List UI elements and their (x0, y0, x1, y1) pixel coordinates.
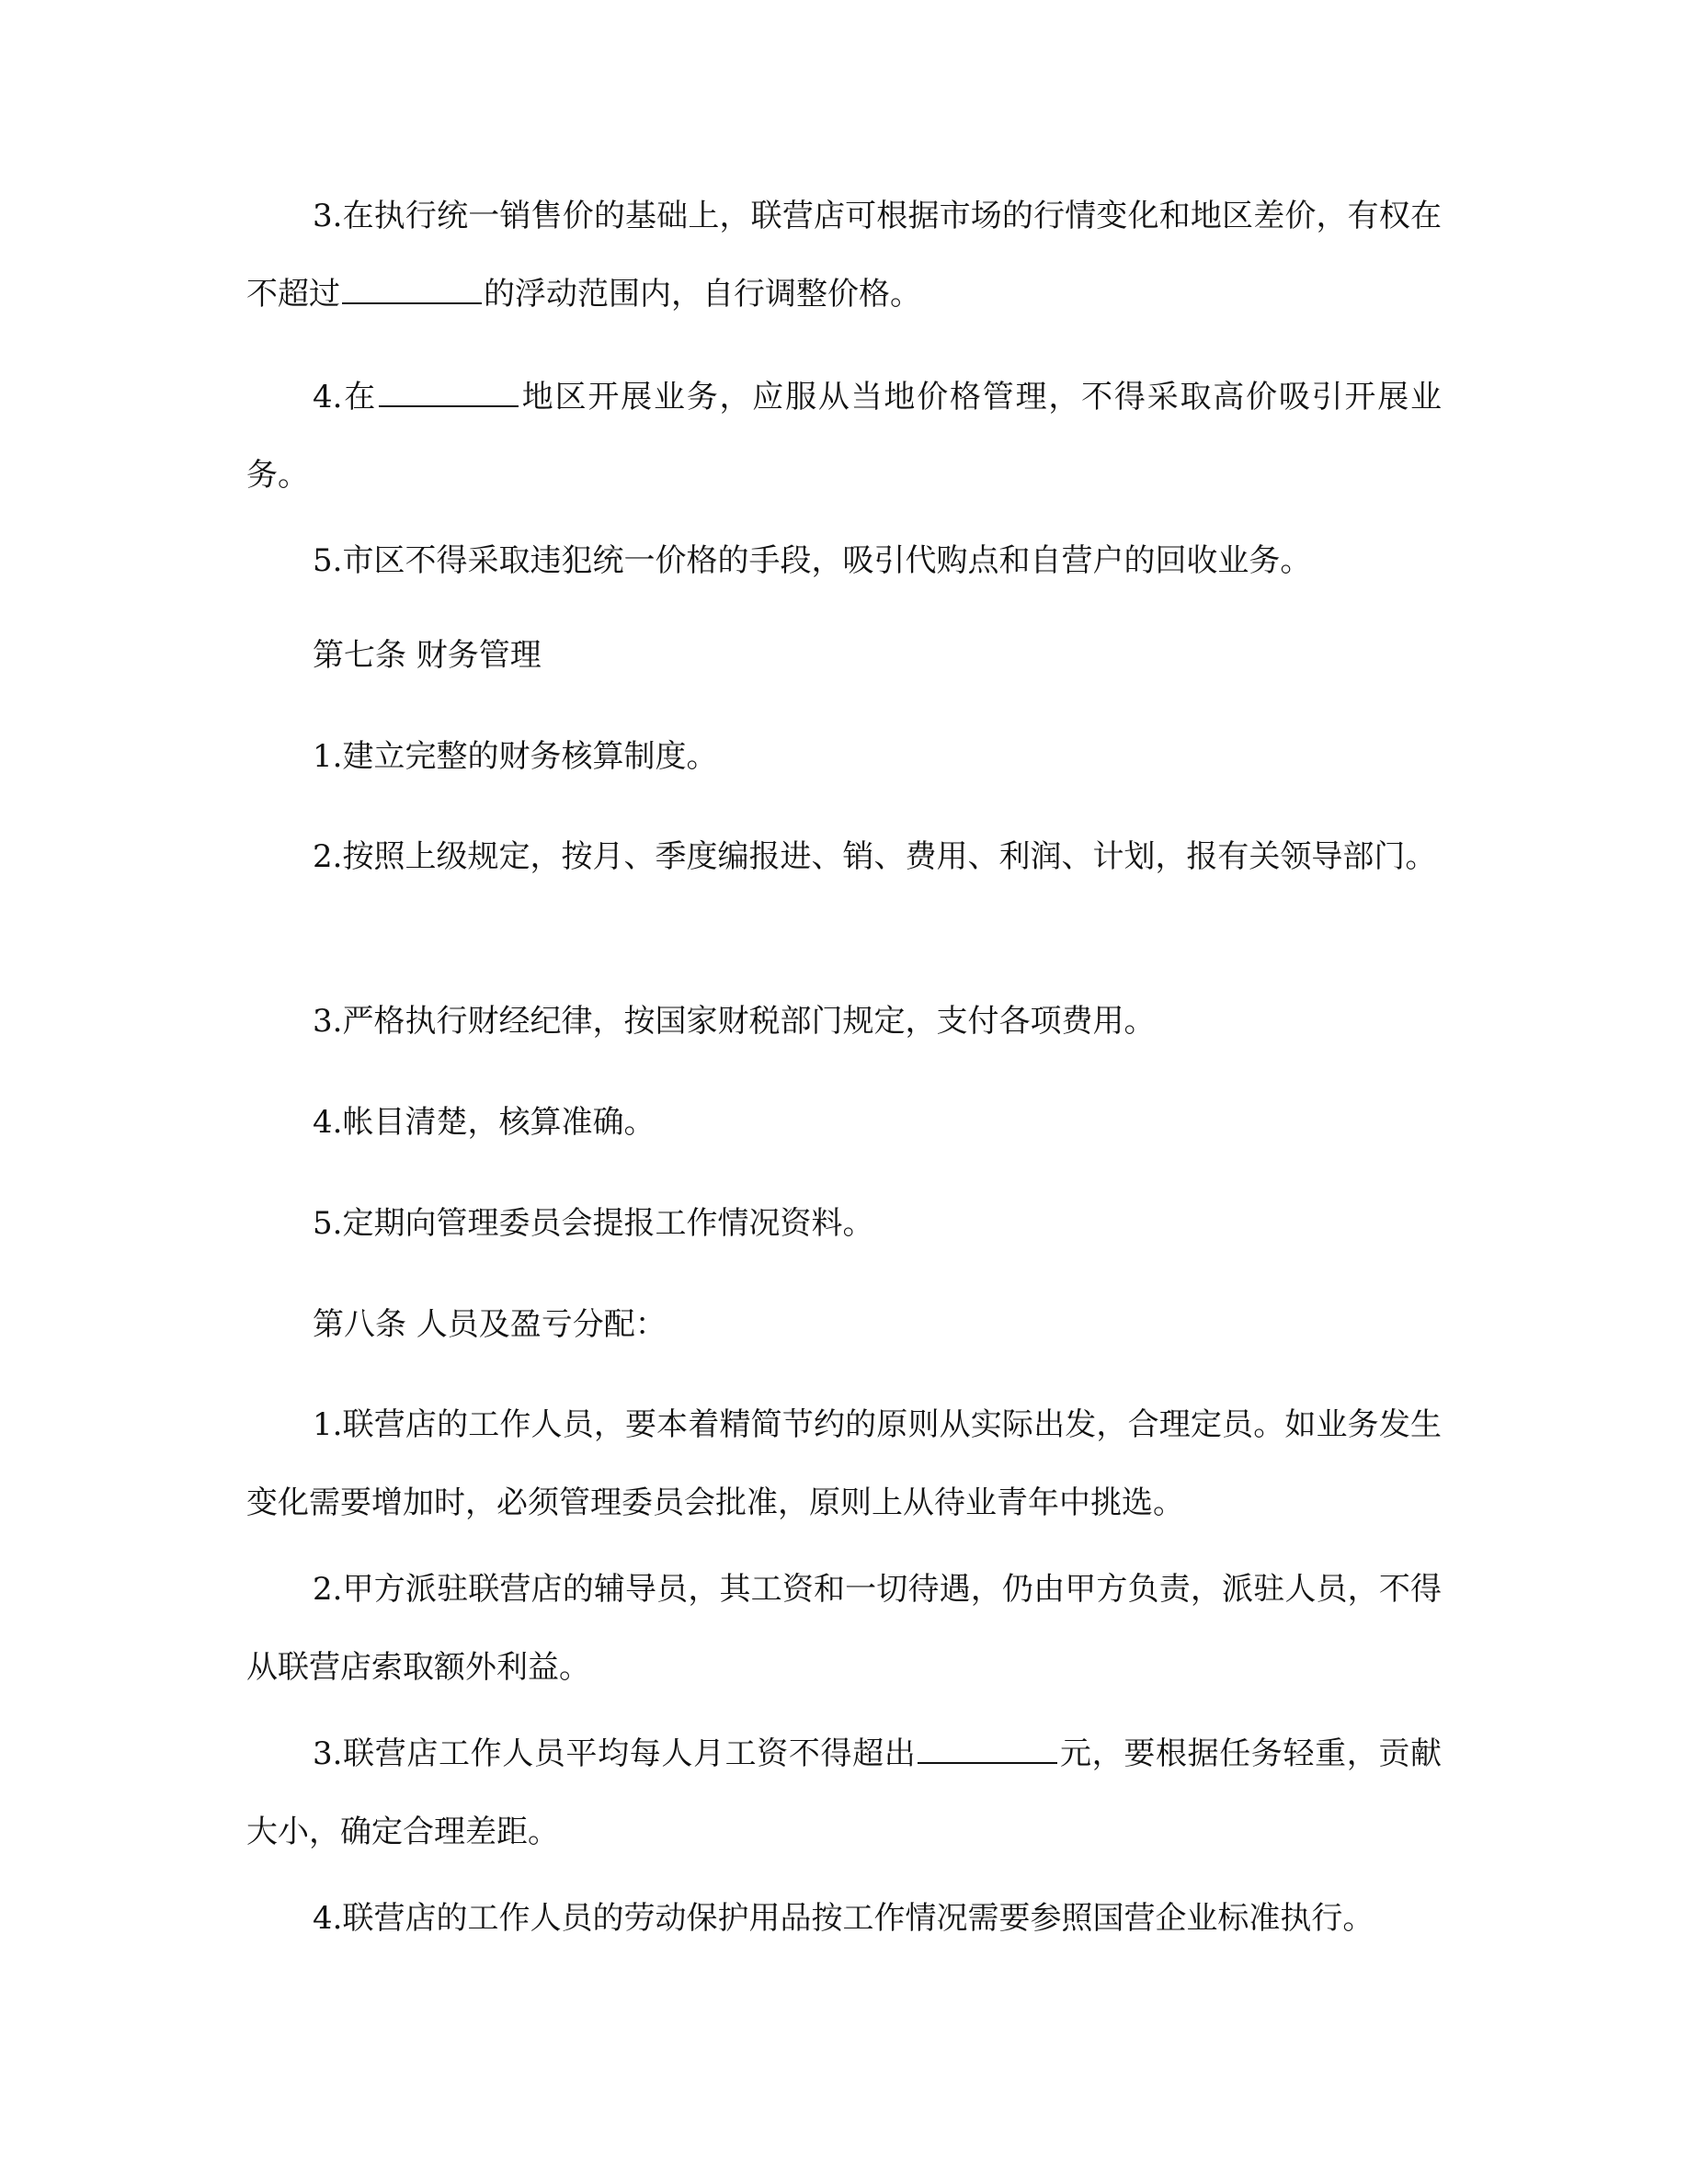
paragraph-wage-cap (246, 1715, 1442, 1871)
paragraph-text: 4.在 (313, 379, 378, 415)
paragraph-staffing: 1.联营店的工作人员，要本着精简节约的原则从实际出发，合理定员。如业务发生变化需要增加时，必须管理委员会批准，原则上从待业青年中挑选。 (246, 1406, 1442, 1521)
paragraph-accounting-system: 1.建立完整的财务核算制度。 (313, 738, 718, 775)
fill-in-blank[interactable] (379, 374, 519, 407)
paragraph-text: 元，要根据任务轻重，贡献大小，确定合理差距。 (246, 1735, 1442, 1850)
paragraph-reporting: 2.按照上级规定，按月、季度编报进、销、费用、利润、计划，报有关领导部门。 (313, 838, 1437, 875)
paragraph-text: 地区开展业务，应服从当地价格管理，不得采取高价吸引开展业务。 (246, 379, 1442, 494)
paragraph-labor-protection: 4.联营店的工作人员的劳动保护用品按工作情况需要参照国营企业标准执行。 (313, 1900, 1374, 1937)
paragraph-text: 的浮动范围内，自行调整价格。 (484, 276, 921, 313)
fill-in-blank[interactable] (342, 271, 482, 304)
paragraph-periodic-report: 5.定期向管理委员会提报工作情况资料。 (313, 1205, 874, 1242)
paragraph-price-adjust (246, 177, 1442, 334)
paragraph-text: 3.在执行统一销售价的基础上，联营店可根据市场的行情变化和地区差价，有权在不超过 (246, 198, 1442, 313)
fill-in-blank[interactable] (918, 1731, 1057, 1764)
paragraph-region-business (246, 358, 1442, 515)
section-heading-article-7: 第七条 财务管理 (313, 637, 542, 674)
section-heading-article-8: 第八条 人员及盈亏分配： (313, 1306, 667, 1343)
paragraph-counselor: 2.甲方派驻联营店的辅导员，其工资和一切待遇，仍由甲方负责，派驻人员，不得从联营店索取额外利益。 (246, 1571, 1442, 1686)
paragraph-accounts-clear: 4.帐目清楚，核算准确。 (313, 1104, 656, 1141)
paragraph-unified-price: 5.市区不得采取违犯统一价格的手段，吸引代购点和自营户的回收业务。 (313, 542, 1312, 579)
paragraph-text: 3.联营店工作人员平均每人月工资不得超出 (313, 1735, 917, 1772)
paragraph-financial-discipline: 3.严格执行财经纪律，按国家财税部门规定，支付各项费用。 (313, 1003, 1156, 1040)
